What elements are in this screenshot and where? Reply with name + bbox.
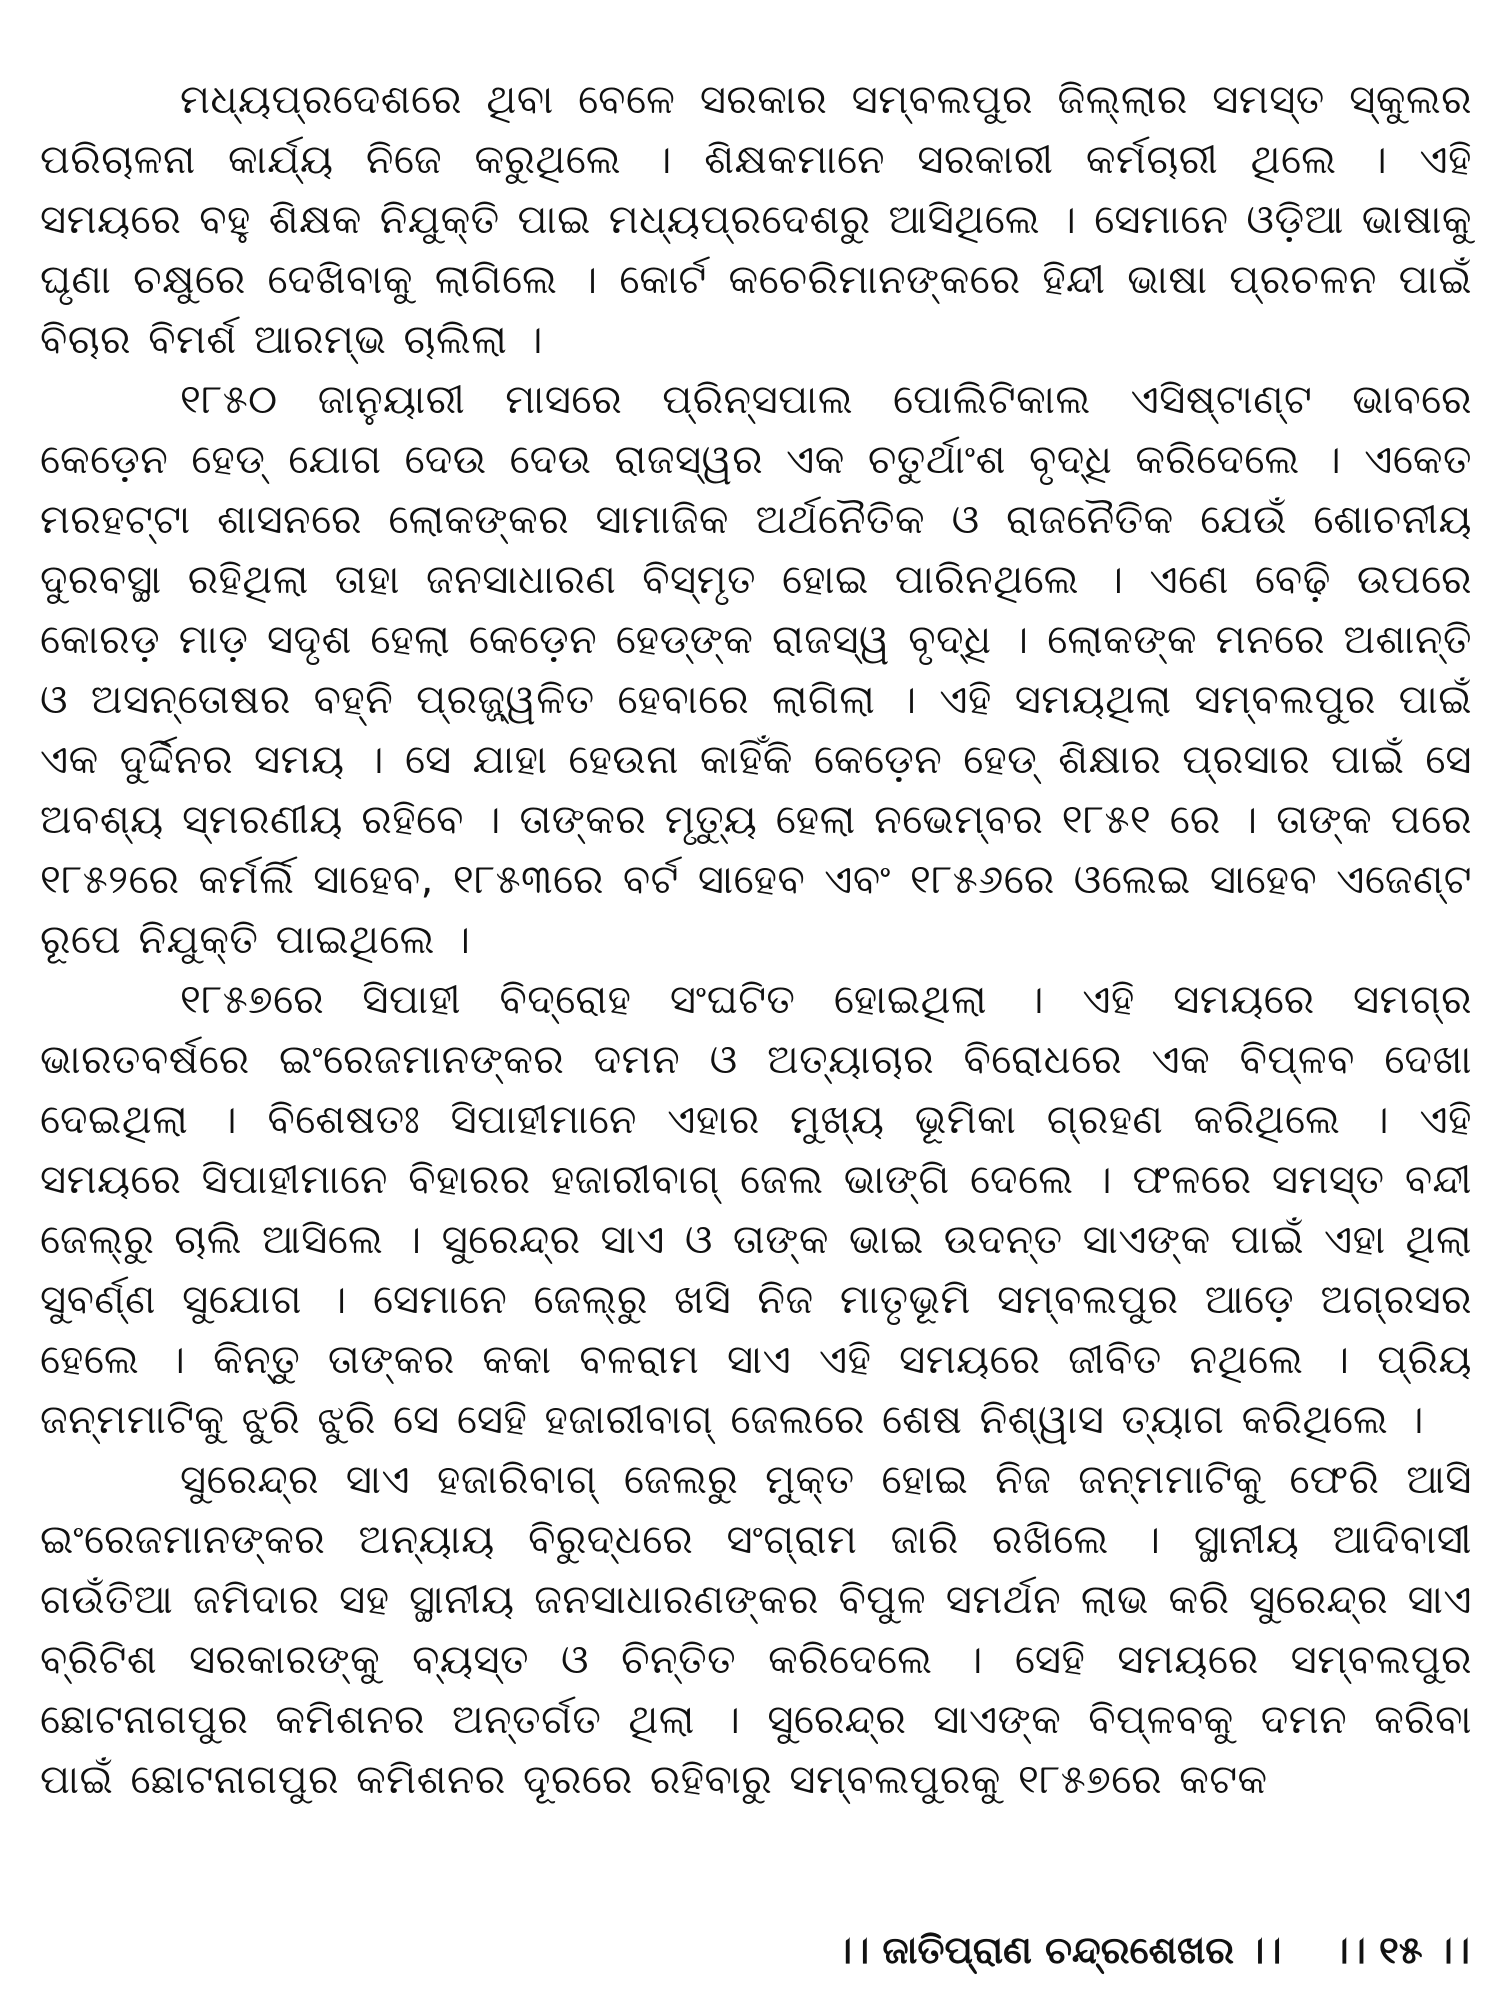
paragraph-1: ମଧ୍ୟପ୍ରଦେଶରେ ଥିବା ବେଳେ ସରକାର ସମ୍ବଲପୁର ଜିଲ୍ଲାର ସମସ୍ତ ସ୍କୁଲର ପରିଚାଳନା କାର୍ଯ୍ୟ ନିଜେ କରୁଥିଲେ । ଶିକ୍ଷକମାନେ ସରକାରୀ କର୍ମଚାରୀ ଥିଲେ । ଏହି ସମୟରେ ବହୁ ଶିକ୍ଷକ ନିଯୁକ୍ତି ପାଇ ମଧ୍ୟପ୍ରଦେଶରୁ ଆସିଥିଲେ । ସେମାନେ ଓଡ଼ିଆ ଭାଷାକୁ ଘୃଣା ଚକ୍ଷୁରେ ଦେଖିବାକୁ ଲାଗିଲେ । କୋର୍ଟ କଚେରିମାନଙ୍କରେ ହିନ୍ଦୀ ଭାଷା ପ୍ରଚଳନ ପାଇଁ ବିଚାର ବିମର୍ଶ ଆରମ୍ଭ ଚାଲିଲା ।: [40, 77, 1472, 363]
paragraph-2: ୧୮୫୦ ଜାନୁୟାରୀ ମାସରେ ପ୍ରିନ୍‌ସପାଲ ପୋଲିଟିକାଲ ଏସିଷ୍ଟାଣ୍ଟ ଭାବରେ କେଡ଼େନ ହେଡ୍ ଯୋଗ ଦେଉ ଦେଉ ରାଜସ୍ୱର ଏକ ଚତୁର୍ଥାଂଶ ବୃଦ୍ଧି କରିଦେଲେ । ଏକେତ ମରହଟ୍ଟା ଶାସନରେ ଲୋକଙ୍କର ସାମାଜିକ ଅର୍ଥନୈତିକ ଓ ରାଜନୈତିକ ଯେଉଁ ଶୋଚନୀୟ ଦୁରବସ୍ଥା ରହିଥିଲା ତାହା ଜନସାଧାରଣ ବିସ୍ମୃତ ହୋଇ ପାରିନଥିଲେ । ଏଣେ ବେଢ଼ି ଉପରେ କୋରଡ଼ ମାଡ଼ ସଦୃଶ ହେଲା କେଡ଼େନ ହେଡ୍‌ଙ୍କ ରାଜସ୍ୱ ବୃଦ୍ଧି । ଲୋକଙ୍କ ମନରେ ଅଶାନ୍ତି ଓ ଅସନ୍ତୋଷର ବହ୍ନି ପ୍ରଜ୍ଜ୍ୱଳିତ ହେବାରେ ଲାଗିଲା । ଏହି ସମୟଥିଲା ସମ୍ବଲପୁର ପାଇଁ ଏକ ଦୁର୍ଦ୍ଦିନର ସମୟ । ସେ ଯାହା ହେଉନା କାହିଁକି କେଡ଼େନ ହେଡ୍ ଶିକ୍ଷାର ପ୍ରସାର ପାଇଁ ସେ ଅବଶ୍ୟ ସ୍ମରଣୀୟ ରହିବେ । ତାଙ୍କର ମୃତ୍ୟୁ ହେଲା ନଭେମ୍ବର ୧୮୫୧ ରେ । ତାଙ୍କ ପରେ ୧୮୫୨ରେ କର୍ମର୍ଲି ସାହେବ, ୧୮୫୩ରେ ବର୍ଟ ସାହେବ ଏବଂ ୧୮୫୬ରେ ଓଲେଇ ସାହେବ ଏଜେଣ୍ଟ ରୂପେ ନିଯୁକ୍ତି ପାଇଥିଲେ ।: [40, 377, 1472, 963]
page-footer: [0, 1920, 1500, 1980]
paragraph-3: ୧୮୫୭ରେ ସିପାହୀ ବିଦ୍ରୋହ ସଂଘଟିତ ହୋଇଥିଲା । ଏହି ସମୟରେ ସମଗ୍ର ଭାରତବର୍ଷରେ ଇଂରେଜମାନଙ୍କର ଦମନ ଓ ଅତ୍ୟାଚାର ବିରୋଧରେ ଏକ ବିପ୍ଳବ ଦେଖା ଦେଇଥିଲା । ବିଶେଷତଃ ସିପାହୀମାନେ ଏହାର ମୁଖ୍ୟ ଭୂମିକା ଗ୍ରହଣ କରିଥିଲେ । ଏହି ସମୟରେ ସିପାହୀମାନେ ବିହାରର ହଜାରୀବାଗ୍ ଜେଲ ଭାଙ୍ଗି ଦେଲେ । ଫଳରେ ସମସ୍ତ ବନ୍ଦୀ ଜେଲ୍‌ରୁ ଚାଲି ଆସିଲେ । ସୁରେନ୍ଦ୍ର ସାଏ ଓ ତାଙ୍କ ଭାଇ ଉଦନ୍ତ ସାଏଙ୍କ ପାଇଁ ଏହା ଥିଲା ସୁବର୍ଣ୍ଣ ସୁଯୋଗ । ସେମାନେ ଜେଲ୍‌ରୁ ଖସି ନିଜ ମାତୃଭୂମି ସମ୍ବଲପୁର ଆଡ଼େ ଅଗ୍ରସର ହେଲେ । କିନ୍ତୁ ତାଙ୍କର କକା ବଳରାମ ସାଏ ଏହି ସମୟରେ ଜୀବିତ ନଥିଲେ । ପ୍ରିୟ ଜନ୍ମମାଟିକୁ ଝୁରି ଝୁରି ସେ ସେହି ହଜାରୀବାଗ୍ ଜେଲରେ ଶେଷ ନିଶ୍ୱାସ ତ୍ୟାଗ କରିଥିଲେ ।: [40, 977, 1472, 1443]
page-number: ।। ୧୫ ।।: [1331, 1928, 1470, 1972]
body-text: [40, 70, 1472, 1810]
paragraph-4: ସୁରେନ୍ଦ୍ର ସାଏ ହଜାରିବାଗ୍ ଜେଲରୁ ମୁକ୍ତ ହୋଇ ନିଜ ଜନ୍ମମାଟିକୁ ଫେରି ଆସି ଇଂରେଜମାନଙ୍କର ଅନ୍ୟାୟ ବିରୁଦ୍ଧରେ ସଂଗ୍ରାମ ଜାରି ରଖିଲେ । ସ୍ଥାନୀୟ ଆଦିବାସୀ ଗଉଁତିଆ ଜମିଦାର ସହ ସ୍ଥାନୀୟ ଜନସାଧାରଣଙ୍କର ବିପୁଳ ସମର୍ଥନ ଲାଭ କରି ସୁରେନ୍ଦ୍ର ସାଏ ବ୍ରିଟିଶ ସରକାରଙ୍କୁ ବ୍ୟସ୍ତ ଓ ଚିନ୍ତିତ କରିଦେଲେ । ସେହି ସମୟରେ ସମ୍ବଲପୁର ଛୋଟନାଗପୁର କମିଶନର ଅନ୍ତର୍ଗତ ଥିଲା । ସୁରେନ୍ଦ୍ର ସାଏଙ୍କ ବିପ୍ଳବକୁ ଦମନ କରିବା ପାଇଁ ଛୋଟନାଗପୁର କମିଶନର ଦୂରରେ ରହିବାରୁ ସମ୍ବଲପୁରକୁ ୧୮୫୭ରେ କଟକ: [40, 1457, 1472, 1803]
book-title: ।। ଜାତିପ୍ରାଣ ଚନ୍ଦ୍ରଶେଖର ।।: [835, 1928, 1282, 1972]
